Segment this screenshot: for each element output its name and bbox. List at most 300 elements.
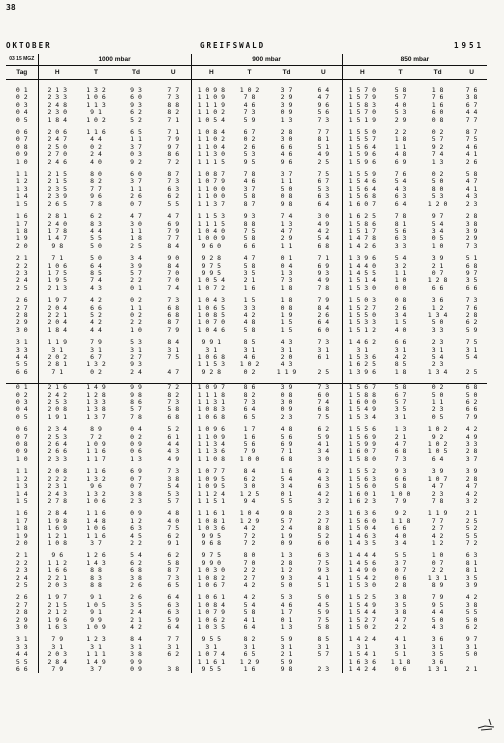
value-cell: 1 8 4: [47, 326, 68, 334]
value-cell: 5 2: [305, 533, 342, 540]
value-cell: 9 7: [465, 636, 478, 644]
value-cell: 4 2: [243, 581, 256, 589]
value-cell: 5 9: [305, 609, 342, 616]
value-cell: 5 3: [394, 109, 407, 117]
value-cell: 3 7: [130, 178, 142, 186]
value-cell: 1 0 2: [239, 361, 260, 369]
value-cell: 1 2 0: [427, 200, 448, 208]
value-cell: 2 6 6: [47, 448, 68, 456]
value-cell: 1 0 8 5: [197, 311, 225, 319]
value-cell: 1 0 8 7: [197, 171, 225, 179]
value-cell: 2 6: [130, 581, 142, 589]
value-cell: 8 1: [465, 567, 478, 575]
value-cell: 7 5: [465, 136, 478, 144]
value-cell: 8 1: [465, 559, 478, 567]
value-cell: 8 3: [90, 220, 102, 228]
value-cell: 4 0: [394, 101, 407, 109]
table-row: [6, 651, 487, 658]
value-cell: 0 7: [394, 567, 407, 575]
value-cell: 1 6 0 0: [348, 399, 377, 407]
value-cell: 7 9: [90, 339, 102, 347]
value-cell: 6 2: [156, 651, 191, 658]
value-cell: 7 1: [156, 129, 191, 136]
value-cell: 6 2: [465, 319, 478, 327]
value-cell: 1 1: [130, 136, 142, 144]
value-cell: 1 3 8: [86, 406, 106, 414]
value-cell: 1 1 5 3: [197, 213, 225, 221]
value-cell: 5 8: [243, 193, 256, 201]
value-cell: 3 0: [280, 136, 293, 144]
value-cell: 1 5 5 0: [348, 311, 377, 319]
day-cell: 2 5: [6, 582, 38, 589]
value-cell: 1 6 0 1: [348, 490, 377, 498]
value-cell: 3 8: [130, 574, 142, 582]
value-cell: 1 0 7 0: [197, 319, 225, 327]
value-cell: 3 5: [465, 277, 478, 285]
value-cell: 1 5 2 7: [348, 616, 377, 624]
value-cell: 9 1: [90, 109, 102, 117]
value-cell: 5 7: [156, 498, 191, 505]
value-cell: 1 0: [431, 552, 444, 560]
value-cell: 4 7: [465, 483, 478, 491]
value-cell: 3 5: [394, 601, 407, 609]
value-cell: 2 7: [431, 525, 444, 533]
value-cell: 8 1: [394, 220, 407, 228]
value-cell: 4 5: [130, 532, 142, 540]
value-cell: 1 6: [243, 666, 256, 674]
value-cell: 6 4: [305, 87, 342, 94]
value-cell: 2 1: [465, 666, 478, 674]
day-cell: 0 3: [6, 102, 38, 109]
value-cell: 9 4: [243, 497, 256, 505]
value-cell: 2 0 3: [47, 581, 68, 589]
value-cell: 4 7: [130, 213, 142, 221]
day-cell: 0 9: [6, 151, 38, 158]
value-cell: 6 6: [465, 284, 478, 292]
value-cell: 2 3: [465, 200, 478, 208]
value-cell: 7 6: [465, 87, 478, 94]
day-cell: 1 2: [6, 178, 38, 185]
value-cell: 2 1 5: [47, 178, 68, 186]
value-cell: 1 5 6 9: [348, 433, 377, 441]
value-cell: 2 8 4: [47, 510, 68, 518]
day-cell: 1 7: [6, 221, 38, 228]
day-cell: 1 3: [6, 483, 38, 490]
value-cell: 9 3: [130, 101, 142, 109]
value-cell: 8 2: [156, 392, 191, 399]
value-cell: 5 0: [280, 185, 293, 193]
table-row: [6, 456, 487, 463]
value-cell: 5 3: [280, 594, 293, 602]
value-cell: 4 2: [465, 490, 478, 498]
value-cell: 5 9: [280, 636, 293, 644]
value-cell: 6 3: [156, 609, 191, 616]
value-cell: 9 2: [130, 158, 142, 166]
value-cell: 7 4: [305, 399, 342, 406]
table-row: [6, 361, 487, 368]
day-cell: 1 5: [6, 498, 38, 505]
value-cell: 1 3 3: [86, 399, 106, 407]
value-cell: 5 9: [465, 326, 478, 334]
value-cell: 4 2: [243, 311, 256, 319]
table-row: [6, 441, 487, 448]
value-cell: 1 1 0 0: [197, 193, 225, 201]
value-cell: 7 9: [156, 136, 191, 143]
value-cell: 6 3: [394, 235, 407, 243]
value-cell: 6 6: [90, 304, 102, 312]
value-cell: 7 8: [394, 213, 407, 221]
value-cell: 7 5: [156, 354, 191, 361]
value-cell: 7 0: [156, 270, 191, 277]
value-cell: 3 8: [465, 220, 478, 228]
value-cell: 1 0 5: [427, 448, 448, 456]
value-cell: 1 7 8: [47, 227, 68, 235]
value-cell: 2 2: [243, 567, 256, 575]
value-cell: 4 6: [243, 178, 256, 186]
value-cell: 8 8: [90, 581, 102, 589]
value-cell: 7 3: [280, 277, 293, 285]
value-cell: 2 7: [243, 574, 256, 582]
value-cell: 1 9 6: [47, 616, 68, 624]
value-cell: 1 5 4 4: [348, 609, 377, 617]
table-row: [6, 285, 487, 292]
value-cell: 3 7: [394, 559, 407, 567]
value-cell: 0 2: [431, 171, 444, 179]
value-cell: 3 8: [465, 601, 478, 609]
value-cell: 1 2 3: [86, 636, 106, 644]
col-u-1000: U: [156, 66, 191, 80]
value-cell: 4 3: [280, 339, 293, 347]
day-cell: 2 2: [6, 263, 38, 270]
value-cell: [156, 659, 191, 666]
value-cell: 1 2: [130, 517, 142, 525]
value-cell: 1 5 6 4: [348, 143, 377, 151]
value-cell: 1 1 3 4: [197, 441, 225, 449]
value-cell: 3 5: [394, 406, 407, 414]
row-spacer: [6, 80, 487, 88]
day-cell: 3 1: [6, 339, 38, 346]
table-row: [6, 448, 487, 455]
value-cell: 3 7: [243, 185, 256, 193]
value-cell: 1 5 3 0: [348, 284, 377, 292]
value-cell: 1 5 1 9: [348, 116, 377, 124]
value-cell: 1 4 2 6: [348, 242, 377, 250]
value-cell: 2 3 3: [47, 94, 68, 102]
value-cell: 5 4: [130, 552, 142, 560]
value-cell: 1 0 8 3: [197, 406, 225, 414]
value-cell: 1 3 9 6: [348, 368, 377, 376]
value-cell: 1 0 7 7: [197, 468, 225, 476]
value-cell: 3 1: [305, 644, 342, 651]
value-cell: 1 8: [394, 368, 407, 376]
value-cell: 1 5 9 9: [348, 441, 377, 449]
value-cell: 6 4: [305, 319, 342, 326]
value-cell: 1 2: [431, 304, 444, 312]
value-cell: 3 1: [394, 643, 407, 651]
day-cell: 2 5: [6, 285, 38, 292]
value-cell: 6 6: [394, 339, 407, 347]
value-cell: 3 1: [243, 346, 256, 354]
value-cell: 5 7: [394, 94, 407, 102]
value-cell: 9 8: [51, 242, 64, 250]
value-cell: 1 1 1 9: [197, 101, 225, 109]
value-cell: 3 1: [431, 346, 444, 354]
table-row: [6, 270, 487, 277]
day-cell: 0 6: [6, 426, 38, 433]
value-cell: 0 3: [130, 151, 142, 159]
value-cell: 5 0: [90, 255, 102, 263]
value-cell: 0 1: [280, 490, 293, 498]
value-cell: 9 2 8: [201, 255, 222, 263]
value-cell: 3 1: [465, 643, 478, 651]
value-cell: 8 1: [305, 136, 342, 143]
value-cell: 5 0: [465, 391, 478, 399]
value-cell: 3 7: [280, 171, 293, 179]
value-cell: 1 1 0 0: [197, 185, 225, 193]
value-cell: 1 0 4 6: [197, 326, 225, 334]
value-cell: 7 3: [465, 242, 478, 250]
aerological-data-table: [6, 54, 487, 673]
value-cell: 3 1: [51, 346, 64, 354]
value-cell: 1 3 2: [86, 87, 106, 94]
value-cell: 7 1: [51, 368, 64, 376]
value-cell: 1 0 4 0: [197, 227, 225, 235]
value-cell: 1 1 3 1: [197, 399, 225, 407]
table-row: [6, 567, 487, 574]
value-cell: 1 0 7: [427, 475, 448, 483]
day-cell: 1 8: [6, 228, 38, 235]
value-cell: 1 1 0 9: [197, 433, 225, 441]
value-cell: 2 3: [305, 510, 342, 517]
value-cell: 9 8: [130, 391, 142, 399]
value-cell: 7 8: [431, 497, 444, 505]
value-cell: 1 2 9: [239, 658, 260, 666]
table-row: [6, 594, 487, 601]
value-cell: 7 1: [51, 255, 64, 263]
value-cell: [156, 361, 191, 368]
value-cell: 1 5 4 1: [348, 651, 377, 659]
value-cell: 1 1 5 1: [197, 497, 225, 505]
value-cell: 1 3 2: [86, 475, 106, 483]
value-cell: 1 1 0 4: [197, 143, 225, 151]
value-cell: 5 8: [243, 235, 256, 243]
value-cell: 1 4 4 4: [348, 552, 377, 560]
value-cell: 1 1 3: [86, 101, 106, 109]
value-cell: 6 7: [394, 391, 407, 399]
value-cell: 8 8: [156, 102, 191, 109]
value-cell: 6 3: [156, 186, 191, 193]
value-cell: 7 3: [305, 384, 342, 392]
value-cell: 8 0: [90, 171, 102, 179]
value-cell: 1 0 8: [47, 539, 68, 547]
day-cell: 1 3: [6, 186, 38, 193]
table-row: [6, 327, 487, 334]
value-cell: 8 5: [243, 339, 256, 347]
group-900-mbar: 900 mbar: [191, 54, 342, 66]
value-cell: 4 8: [280, 426, 293, 434]
day-cell: 1 1: [6, 171, 38, 178]
value-cell: 6 2: [243, 475, 256, 483]
value-cell: 0 2: [90, 368, 102, 376]
value-cell: 1 0 9 7: [191, 384, 231, 392]
value-cell: 7 4: [156, 285, 191, 292]
value-cell: 1 5 3 4: [348, 413, 377, 421]
value-cell: 6 8: [156, 305, 191, 312]
value-cell: 1 0 6: [86, 94, 106, 102]
value-cell: 4 9: [305, 277, 342, 284]
value-cell: 4 7: [243, 255, 256, 263]
value-cell: 1 8 4: [47, 116, 68, 124]
value-cell: 2 4: [130, 609, 142, 617]
day-cell: 5 5: [6, 361, 38, 368]
day-cell: 2 8: [6, 609, 38, 616]
table-row: [6, 384, 487, 392]
value-cell: 1 1 7: [86, 455, 106, 463]
value-cell: 3 9: [280, 101, 293, 109]
value-cell: 3 0: [305, 456, 342, 463]
day-cell: 2 6: [6, 594, 38, 601]
day-cell: 3 0: [6, 624, 38, 631]
value-cell: 9 2: [394, 510, 407, 518]
value-cell: 6 7: [305, 178, 342, 185]
value-cell: 4 1: [243, 616, 256, 624]
value-cell: 9 3: [305, 270, 342, 277]
col-t-1000: T: [76, 66, 116, 80]
value-cell: 4 6: [280, 151, 293, 159]
value-cell: 6 1: [305, 354, 342, 361]
value-cell: 7 0: [156, 277, 191, 284]
value-cell: 5 4: [156, 483, 191, 490]
value-cell: 1 0 5 4: [197, 277, 225, 285]
value-cell: 1 1: [280, 242, 293, 250]
value-cell: 5 0: [431, 391, 444, 399]
value-cell: 0 1: [280, 255, 293, 263]
value-cell: 3 0: [130, 220, 142, 228]
value-cell: 0 9: [130, 441, 142, 449]
value-cell: 1 5 3 0: [348, 581, 377, 589]
value-cell: 2 8: [280, 129, 293, 137]
value-cell: 1 6 2 3: [348, 497, 377, 505]
value-cell: 2 2: [130, 319, 142, 327]
value-cell: 2 2 1: [47, 311, 68, 319]
value-cell: 1 1 0 9: [197, 94, 225, 102]
value-cell: 6 6: [465, 406, 478, 414]
value-cell: 2 5: [465, 368, 478, 376]
value-cell: 1 5 6 4: [348, 185, 377, 193]
value-cell: 8 4: [305, 305, 342, 312]
table-row: [6, 426, 487, 433]
table-row: [6, 277, 487, 284]
value-cell: 5 7: [394, 399, 407, 407]
value-cell: 7 3: [156, 468, 191, 475]
value-cell: 2 4 8: [47, 101, 68, 109]
value-cell: 6 3: [305, 483, 342, 490]
value-cell: 1 1 6: [86, 129, 106, 137]
day-cell: 0 8: [6, 441, 38, 448]
value-cell: 4 9: [305, 151, 342, 158]
value-cell: 8 5: [305, 636, 342, 643]
value-cell: 1 1: [130, 227, 142, 235]
value-cell: 5 7: [431, 136, 444, 144]
value-cell: 7 3: [156, 178, 191, 185]
value-cell: 0 2: [243, 368, 256, 376]
value-cell: 2 3 1: [47, 483, 68, 491]
value-cell: 1 0 6 2: [197, 616, 225, 624]
value-cell: 4 2: [130, 624, 142, 631]
day-cell: 2 8: [6, 312, 38, 319]
value-cell: 1 1: [394, 143, 407, 151]
value-cell: 7 7: [431, 517, 444, 525]
value-cell: 9 5 5: [201, 666, 222, 674]
value-cell: 1 0 6 8: [197, 354, 225, 361]
value-cell: 8 4: [156, 263, 191, 270]
value-cell: 1 0 7 9: [197, 178, 225, 186]
value-cell: 1 0 4 3: [197, 297, 225, 305]
table-row: [6, 297, 487, 304]
table-body: [6, 80, 487, 674]
col-td-850: Td: [419, 66, 456, 80]
value-cell: 1 0 2: [427, 441, 448, 449]
value-cell: 1 5 6 7: [342, 384, 382, 392]
value-cell: 1 0 8 1: [197, 517, 225, 525]
value-cell: 1 3 7: [86, 413, 106, 421]
value-cell: 1 2: [280, 567, 293, 575]
day-cell: 4 4: [6, 651, 38, 658]
value-cell: 1 5 1 4: [348, 277, 377, 285]
value-cell: 3 7: [90, 539, 102, 547]
day-cell: 1 6: [6, 510, 38, 517]
value-cell: 1 0 2: [239, 87, 260, 94]
value-cell: 9 7 5: [201, 552, 222, 560]
value-cell: 3 6: [431, 297, 444, 305]
value-cell: 3 5: [243, 269, 256, 277]
value-cell: 5 4: [394, 178, 407, 186]
table-row: [6, 354, 487, 361]
value-cell: 3 0: [280, 399, 293, 407]
value-cell: 1 0 9 6: [197, 426, 225, 434]
table-row: [6, 644, 487, 651]
corner-scribble-mark: [476, 716, 496, 732]
table-row: [6, 136, 487, 143]
value-cell: 1 2 8: [86, 391, 106, 399]
value-cell: 3 3: [394, 242, 407, 250]
value-cell: 1 2 5: [239, 490, 260, 498]
value-cell: 7 3: [305, 339, 342, 346]
value-cell: 1 0 2: [86, 116, 106, 124]
value-cell: 1 8: [394, 136, 407, 144]
value-cell: 2 0 4: [47, 304, 68, 312]
day-cell: 3 1: [6, 636, 38, 643]
value-cell: 4 0: [156, 518, 191, 525]
value-cell: 3 3: [465, 441, 478, 449]
value-cell: 3 1: [130, 643, 142, 651]
table-row: [6, 540, 487, 547]
value-cell: 2 5 0: [47, 143, 68, 151]
value-cell: 2 0 3: [47, 651, 68, 659]
value-cell: 5 5: [90, 235, 102, 243]
value-cell: 1 3 1: [427, 666, 448, 674]
value-cell: 2 2 2: [47, 475, 68, 483]
value-cell: 1 5: [243, 297, 256, 305]
value-cell: 1 3: [280, 269, 293, 277]
col-u-900: U: [305, 66, 342, 80]
table-row: [6, 102, 487, 109]
value-cell: 2 3: [431, 490, 444, 498]
value-cell: 6 8: [130, 567, 142, 575]
value-cell: 1 8: [280, 297, 293, 305]
value-cell: 1 1 6: [86, 448, 106, 456]
value-cell: 2 3 4: [47, 426, 68, 434]
